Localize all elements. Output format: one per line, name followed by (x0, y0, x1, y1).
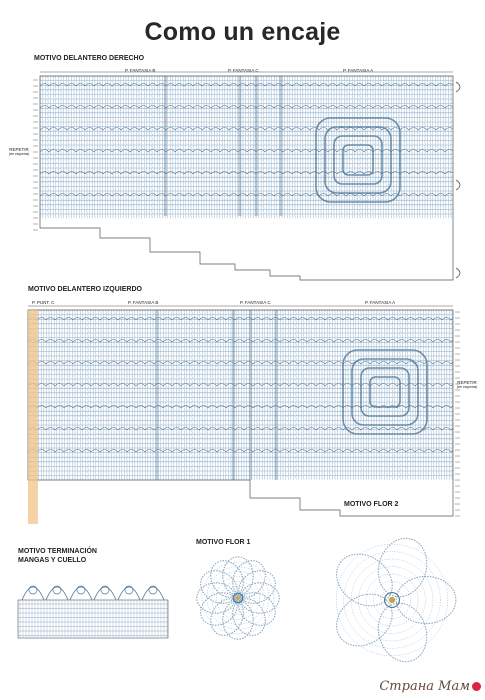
motif-right-repeat-label: REPETIR (9, 147, 29, 152)
chart-right-front (40, 72, 454, 280)
motif-left-repeat-label: REPETIR (457, 380, 477, 385)
flower-1-chart (195, 555, 282, 642)
motif-left-label-c: P. FANTASIA C (240, 300, 271, 305)
motif-left-label-b: P. FANTASIA B (128, 300, 159, 305)
page-title: Como un encaje (144, 18, 341, 46)
chart-left-front (28, 306, 460, 516)
motif-trim-heading-line2: MANGAS Y CUELLO (18, 557, 87, 564)
motif-left-heading: MOTIVO DELANTERO IZQUIERDO (28, 286, 142, 293)
motif-right-heading: MOTIVO DELANTERO DERECHO (34, 55, 145, 62)
motif-left-label-punt: P. PUNT. C (32, 300, 55, 305)
trim-motif-chart (18, 586, 168, 638)
left-chart-accent-stripe (28, 310, 38, 524)
motif-right-label-b: P. FANTASIA B (125, 68, 156, 73)
watermark-logo (379, 679, 481, 694)
watermark-text: Страна Мам (379, 679, 470, 694)
watermark-dot-icon (472, 682, 481, 691)
motif-right-label-c: P. FANTASIA C (228, 68, 259, 73)
flower-2-chart (326, 532, 455, 668)
motif-trim-heading-line1: MOTIVO TERMINACIÓN (18, 548, 97, 555)
motif-right-repeat-note: (ver esquema) (8, 152, 30, 156)
motif-right-label-a: P. FANTASIA A (343, 68, 374, 73)
motif-flower2-heading: MOTIVO FLOR 2 (344, 501, 399, 508)
motif-left-label-a: P. FANTASIA A (365, 300, 396, 305)
motif-flower1-heading: MOTIVO FLOR 1 (196, 539, 251, 546)
motif-left-repeat-note: (ver esquema) (456, 385, 478, 389)
